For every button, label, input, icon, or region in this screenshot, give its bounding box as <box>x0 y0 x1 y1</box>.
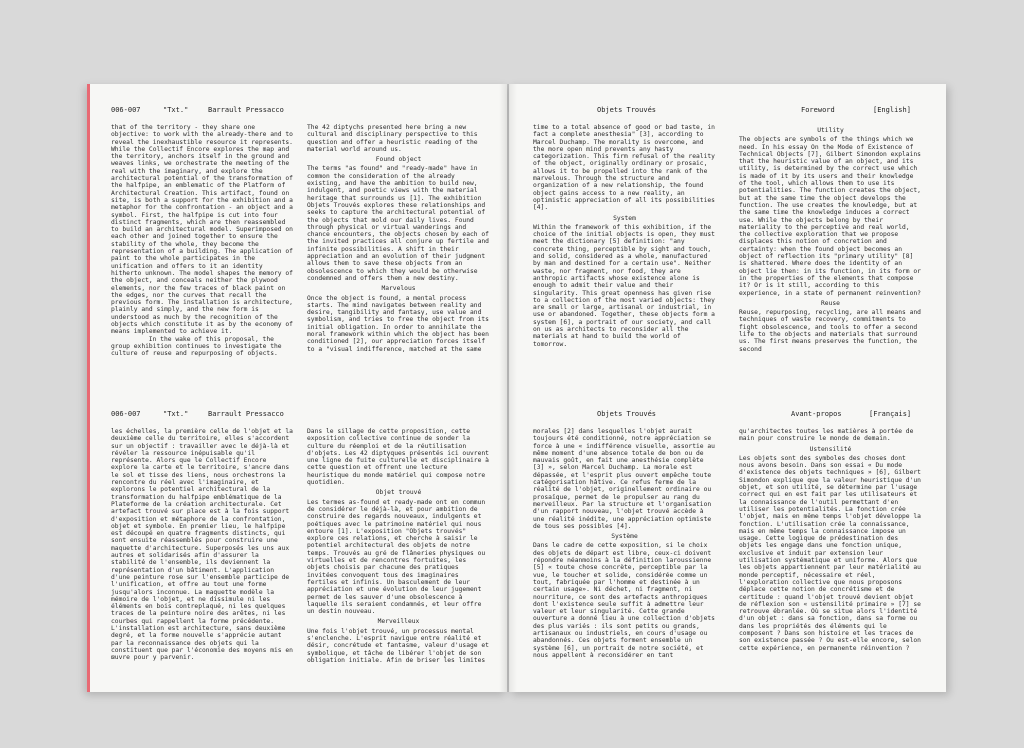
section-heading: Reuse <box>821 299 840 307</box>
text-column-1 <box>533 124 716 348</box>
language-label: [Français] <box>869 410 912 418</box>
paragraph: Reuse, repurposing, recycling, are all means and techniques of waste recovery, commitments to fight obsolescence, and tools to offer a second life to the objects and materials that surround us. The first means preserves the function, the second <box>739 309 921 353</box>
left-page-english-half <box>87 84 507 388</box>
section-label: "Txt." <box>163 410 189 418</box>
section-heading: Objet trouvé <box>375 489 422 497</box>
section-label: Objets Trouvés <box>597 410 657 418</box>
paragraph: Une fois l'objet trouvé, un processus mental s'enclenche. L'esprit navigue entre réalité et désir, concrétude et fantasme, valeur d'usage et symbolique, et tâche de libérer l'objet de son obligation initiale. Afin de briser les limites <box>307 627 489 664</box>
paragraph: morales [2] dans lesquelles l'objet aurait toujours été conditionné, notre appréciation se force à une « indifférence visuelle, assortie au même moment d'une absence totale de bon ou de mauvais goût, en fait une anesthésie complète [3] », selon Marcel Duchamp. La morale est dépassée, et l'esprit plus ouvert empêche toute catégorisation hâtive. Ce refus ferme de la réalité de l'objet, originellement ordinaire ou prosaïque, permet de le propulser au rang du merveilleux. Par la structure et l'organisation d'un rapport nouveau, l'objet trouvé accède à une réalité inédite, une appréciation optimiste de tous ses possibles [4]. <box>533 428 715 530</box>
page-title: Foreword <box>801 106 835 114</box>
paragraph: Dans le sillage de cette proposition, cette exposition collective continue de sonder la culture du réemploi et de la réutilisation d'objets. Les 42 diptyques présentés ici ouvrent une ligne de fuite culturelle et disciplinaire à cette question et offrent une lecture heuristique du monde matériel qui compose notre quotidien. <box>307 428 489 487</box>
paragraph: The terms "as found" and "ready-made" have in common the consideration of the already existing, and have the ambition to build new, indulgent, and poetic views with the material heritage that surrounds us [1]. The exhibition Objets Trouvés explores these relationships and seeks to capture the architectural potential of the objects that mold our daily lives. Found through physical or virtual wanderings and chance encounters, the objects chosen by each of the invited practices all conjure up fertile and infinite possibilities. A shift in their appreciation and an evolution of their judgment allows them to save these objects from an obsolescence to which they would be otherwise condemned and offers them a new destiny. <box>307 165 489 282</box>
paragraph: les échelles, la première celle de l'objet et la deuxième celle du territoire, elles s'accordent sur un objectif : travailler avec le déjà-là et révéler la ressource inépuisable qu'il représente. Alors que le Collectif Encore explore la carte et le territoire, s'ancre dans le sol et tisse des liens, nous orchestrons la rencontre du réel avec l'imaginaire, et explorons le potentiel architectural de la transformation du halfpipe emblématique de la Plateforme de la création architecturale. Cet artefact trouvé sur place est à la fois support d'exposition et métaphore de la confrontation, objet et symbole. En premier lieu, le halfpipe est découpé en quatre fragments distincts, qui sont ensuite réassemblés pour construire une maquette d'architecture. Superposés les uns aux autres et solidarisés afin d'assurer la stabilité de l'ensemble, ils deviennent la représentation d'un bâtiment. L'application d'une peinture rose sur l'ensemble participe de l'unification, et offre au tout une forme jusqu'alors inconnue. La maquette modèle la mémoire de l'objet, et ne dissimule ni les éléments en bois contreplaqué, ni les quelques traces de la peinture noire des arêtes, ni les courbes qui rappellent la forme précédente. L'installation est architecture, sans deuxième degré, et la forme nouvelle s'apprécie autant par la reconnaissance des objets qui la constituent que par l'économie des moyens mis en œuvre pour y parvenir. <box>111 428 293 662</box>
paragraph: Once the object is found, a mental process starts. The mind navigates between reality and desire, tangibility and fantasy, use value and symbolism, and tries to free the object from its initial obligation. In order to annihilate the moral framework within which the object has been conditioned [2], our appreciation forces itself to a "visual indifference, matched at the same <box>307 294 489 353</box>
paragraph: The 42 diptychs presented here bring a new cultural and disciplinary perspective to this question and offer a heuristic reading of the material world around us. <box>307 124 478 153</box>
text-column-2 <box>739 124 922 353</box>
left-page-header <box>111 106 489 118</box>
section-heading: Système <box>611 533 638 541</box>
section-heading: Found object <box>375 156 422 164</box>
language-label: [English] <box>873 106 911 114</box>
paragraph: Les objets sont des symboles des choses dont nous avons besoin. Dans son essai « Du mode d'existence des objets techniques » [6], Gilbert Simondon explique que la valeur heuristique d'un objet, et son utilité, se détermine par l'usage correct qui en est fait par les utilisateurs et la connaissance de l'outil permettant d'en utiliser les potentialités. La fonction crée l'objet, mais en même temps l'objet développe la fonction. L'utilisation crée la connaissance, mais en même temps la connaissance impose un usage. Cette logique de prédestination des objets les engage dans une fonction unique, exclusive et induit par extension leur utilisation systématique et uniforme. Alors que les objets appartiennent par leur matérialité au monde perceptif, nécessaire et réel, l'exploration collective que nous proposons déplace cette notion de concrétisme et de certitude : quand l'objet trouvé devient objet de réflexion son « ustensilité primaire » [7] se retrouve ébranlée. Où se situe alors l'identité d'un objet : dans sa fonction, dans sa forme ou dans les propriétés des éléments qui le composent ? Dans son histoire et les traces de son existence passée ? Ou est-elle encore, selon cette expérience, en permanente réinvention ? <box>739 454 921 652</box>
section-label: "Txt." <box>163 106 189 114</box>
text-column-1 <box>533 428 716 659</box>
paragraph: Les termes as-found et ready-made ont en commun de considérer le déjà-là, et pour ambition de construire des regards nouveaux, indulgents et poétiques avec le patrimoine matériel qui nous entoure [1]. L'exposition "Objets trouvés" explore ces relations, et cherche à saisir le potentiel architectural des objets de notre temps. Trouvés au gré de flâneries physiques ou virtuelles et de rencontres fortuites, les objets choisis par chacune des pratiques invitées convoquent tous des imaginaires fertiles et infinis. Un basculement de leur appréciation et une évolution de leur jugement permet de les sauver d'une obsolescence à laquelle ils seraient condamnés, et leur offre un destin nouveau. <box>307 498 486 616</box>
text-column-2 <box>739 428 922 652</box>
paragraph: qu'architectes toutes les matières à portée de main pour construire le monde de demain. <box>739 428 914 443</box>
text-column-2 <box>307 428 490 664</box>
section-heading: System <box>613 214 636 222</box>
section-heading: Merveilleux <box>377 618 420 626</box>
right-page-header <box>533 106 928 118</box>
paragraph: time to a total absence of good or bad taste, in fact a complete anesthesia" [3], according to Marcel Duchamp. The morality is overcome, and the more open mind prevents any hasty categorization. This firm refusal of the reality of the object, originally ordinary or prosaic, allows it to be propelled into the rank of the marvelous. Through the structure and organization of a new relationship, the found object gains access to a new reality, an optimistic appreciation of all its possibilities [4]. <box>533 124 715 212</box>
right-page-header <box>533 410 928 422</box>
text-column-1 <box>111 124 294 358</box>
book-spine-shadow <box>499 84 517 692</box>
paragraph: In the wake of this proposal, the group exhibition continues to investigate the culture of reuse and repurposing of objects. <box>111 335 282 358</box>
section-heading: Ustensilité <box>809 445 852 453</box>
paragraph: that of the territory - they share one objective: to work with the already-there and to reveal the inexhaustible resource it represents. While the Collectif Encore explores the map and the territory, anchors itself in the ground and weaves links, we orchestrate the meeting of the real with the imaginary, and explore the architectural potential of the transformation of the halfpipe, an emblematic of the Platform of Architectural Creation. This artifact, found on site, is both a support for the exhibition and a metaphor for the confrontation - an object and a symbol. First, the halfpipe is cut into four distinct fragments, which are then reassembled to build an architectural model. Superimposed on each other and joined together to ensure the stability of the whole, they become the representation of a building. The application of paint to the whole participates in the unification and offers to it an identity hitherto unknown. The model shapes the memory of the object, and conceals neither the plywood elements, nor the few traces of black paint on the edges, nor the curves that recall the previous form. The installation is architecture, plainly and simply, and the new form is understood as much by the recognition of the objects which constitute it as by the economy of means implemented to achieve it. <box>111 124 293 336</box>
paragraph: The objects are symbols of the things which we need. In his essay On the Mode of Existence of Technical Objects [7], Gilbert Simondon explains that the heuristic value of an object, and its utility, is determined by the correct use which is made of it by its users and their knowledge of the tool, which allows them to use its potentialities. The function creates the object, but at the same time the object develops the function. The use creates the knowledge, but at the same time the knowledge induces a correct use. While the objects belong by their materiality to the perceptive and real world, the collective exploration that we propose displaces this notion of concretion and certainty: when the found object becomes an object of reflection its "primary utility" [8] is shattered. Where does the identity of an object lie then: in its function, in its form or in the properties of the elements that compose it? Or is it still, according to this experience, in a state of permanent reinvention? <box>739 136 921 297</box>
page-number: 006-007 <box>111 410 141 418</box>
right-page <box>509 84 946 692</box>
paragraph: Within the framework of this exhibition, if the choice of the initial objects is open, they must meet the dictionary [5] definition: "any concrete thing, perceptible by sight and touch, and solid, considered as a whole, manufactured by man and destined for a certain use". Neither waste, nor fragment, nor food, they are anthropic artifacts whose existence alone is enough to admit their value and their singularity. This great openness has given rise to a collection of the most varied objects: they are small or large, artisanal or industrial, in use or abandoned. Together, these objects form a system [6], a portrait of our society, and call on us as architects to reconsider all the materials at hand to build the world of tomorrow. <box>533 223 715 348</box>
author-label: Barrault Pressacco <box>208 106 284 114</box>
text-column-1 <box>111 428 294 662</box>
section-heading: Utility <box>817 127 844 134</box>
right-page-french-half <box>509 388 946 692</box>
right-page-english-half <box>509 84 946 388</box>
left-page-header <box>111 410 489 422</box>
left-page <box>87 84 507 692</box>
paragraph: Dans le cadre de cette exposition, si le choix des objets de départ est libre, ceux-ci doivent répondre néanmoins à la définition laroussienne [5] « toute chose concrète, perceptible par la vue, le toucher et solide, considérée comme un tout, fabriquée par l'homme et destinée à un certain usage». Ni déchet, ni fragment, ni nourriture, ce sont des artefacts anthropiques dont l'existence seule suffit à admettre leur valeur et leur singularité. Cette grande ouverture a donné lieu à une collection d'objets des plus variés : ils sont petits ou grands, artisanaux ou industriels, en cours d'usage ou abandonnés. Ces objets forment ensemble un système [6], un portrait de notre société, et nous appellent à reconsidérer en tant <box>533 542 715 659</box>
text-column-2 <box>307 124 490 353</box>
author-label: Barrault Pressacco <box>208 410 284 418</box>
left-page-french-half <box>87 388 507 692</box>
section-label: Objets Trouvés <box>597 106 657 114</box>
page-number: 006-007 <box>111 106 141 114</box>
page-title: Avant-propos <box>791 410 842 418</box>
open-book <box>87 84 952 694</box>
section-heading: Marvelous <box>381 285 416 293</box>
